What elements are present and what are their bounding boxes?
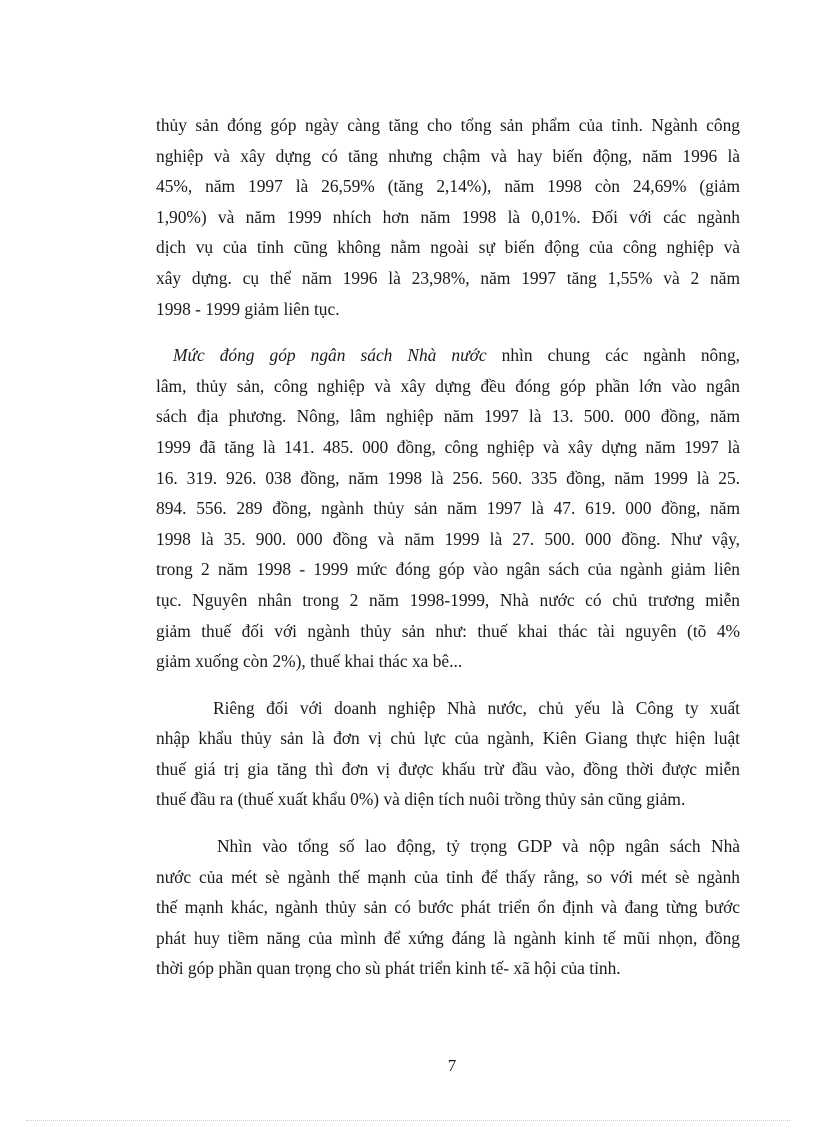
italic-lead-phrase: Mức đóng góp ngân sách Nhà nước: [173, 345, 487, 366]
text-line: Riêng đối với doanh nghiệp Nhà nước, chủ yếu là Công ty xuất: [213, 697, 740, 718]
text-line: giảm xuống còn 2%), thuế khai thác xa bê...: [156, 651, 463, 672]
paragraph-3: [156, 693, 740, 815]
paragraph-2: [156, 340, 740, 677]
text-line: thế mạnh khác, ngành thủy sản có bước phát triển ổn định và đang từng bước: [156, 897, 740, 918]
text-line: 1,90%) và năm 1999 nhích hơn năm 1998 là 0,01%. Đối với các ngành: [156, 206, 740, 227]
text-line: 1999 đã tăng là 141. 485. 000 đồng, công nghiệp và xây dựng năm 1997 là: [156, 436, 740, 457]
text-line: lâm, thủy sản, công nghiệp và xây dựng đều đóng góp phần lớn vào ngân: [156, 375, 740, 396]
page-number: 7: [447, 1056, 457, 1075]
text-line: 1998 - 1999 giảm liên tục.: [156, 298, 340, 319]
text-line: phát huy tiềm năng của mình để xứng đáng là ngành kinh tế mũi nhọn, đồng: [156, 927, 740, 948]
text-line: xây dựng. cụ thể năm 1996 là 23,98%, năm 1997 tăng 1,55% và 2 năm: [156, 267, 740, 288]
text-line: sách địa phương. Nông, lâm nghiệp năm 1997 là 13. 500. 000 đồng, năm: [156, 406, 740, 427]
paragraph-1: [156, 110, 740, 324]
text-line: dịch vụ của tỉnh cũng không nằm ngoài sự biến động của công nghiệp và: [156, 237, 740, 258]
text-line: thuế giá trị gia tăng thì đơn vị được khấu trừ đầu vào, đồng thời được miễn: [156, 758, 740, 779]
text-fragment: nhìn chung các ngành nông,: [486, 345, 740, 366]
text-line: tục. Nguyên nhân trong 2 năm 1998-1999, Nhà nước có chủ trương miễn: [156, 589, 740, 610]
text-line: nghiệp và xây dựng có tăng nhưng chậm và hay biến động, năm 1996 là: [156, 145, 740, 166]
text-line: [156, 340, 740, 371]
text-line: thuế đầu ra (thuế xuất khẩu 0%) và diện tích nuôi trồng thủy sản cũng giảm.: [156, 789, 686, 810]
text-line: giảm thuế đối với ngành thủy sản như: thuế khai thác tài nguyên (tõ 4%: [156, 620, 740, 641]
text-line: 45%, năm 1997 là 26,59% (tăng 2,14%), năm 1998 còn 24,69% (giảm: [156, 176, 740, 197]
text-line: thời góp phần quan trọng cho sù phát triển kinh tế- xã hội của tỉnh.: [156, 958, 621, 979]
document-body: [156, 110, 740, 984]
text-line: nhập khẩu thủy sản là đơn vị chủ lực của ngành, Kiên Giang thực hiện luật: [156, 728, 740, 749]
text-line: 894. 556. 289 đồng, ngành thủy sản năm 1997 là 47. 619. 000 đồng, năm: [156, 498, 740, 519]
text-line: nước của mét sè ngành thế mạnh của tỉnh để thấy rằng, so với mét sè ngành: [156, 866, 740, 887]
text-line: trong 2 năm 1998 - 1999 mức đóng góp vào ngân sách của ngành giảm liên: [156, 559, 740, 580]
text-line: Nhìn vào tổng số lao động, tỷ trọng GDP và nộp ngân sách Nhà: [217, 836, 740, 857]
text-line: 16. 319. 926. 038 đồng, năm 1998 là 256. 560. 335 đồng, năm 1999 là 25.: [156, 467, 740, 488]
page-bottom-rule: [26, 1120, 790, 1121]
text-line: thủy sản đóng góp ngày càng tăng cho tổng sản phẩm của tỉnh. Ngành công: [156, 115, 740, 135]
paragraph-4: [156, 831, 740, 984]
text-line: 1998 là 35. 900. 000 đồng và năm 1999 là 27. 500. 000 đồng. Như vậy,: [156, 528, 740, 549]
